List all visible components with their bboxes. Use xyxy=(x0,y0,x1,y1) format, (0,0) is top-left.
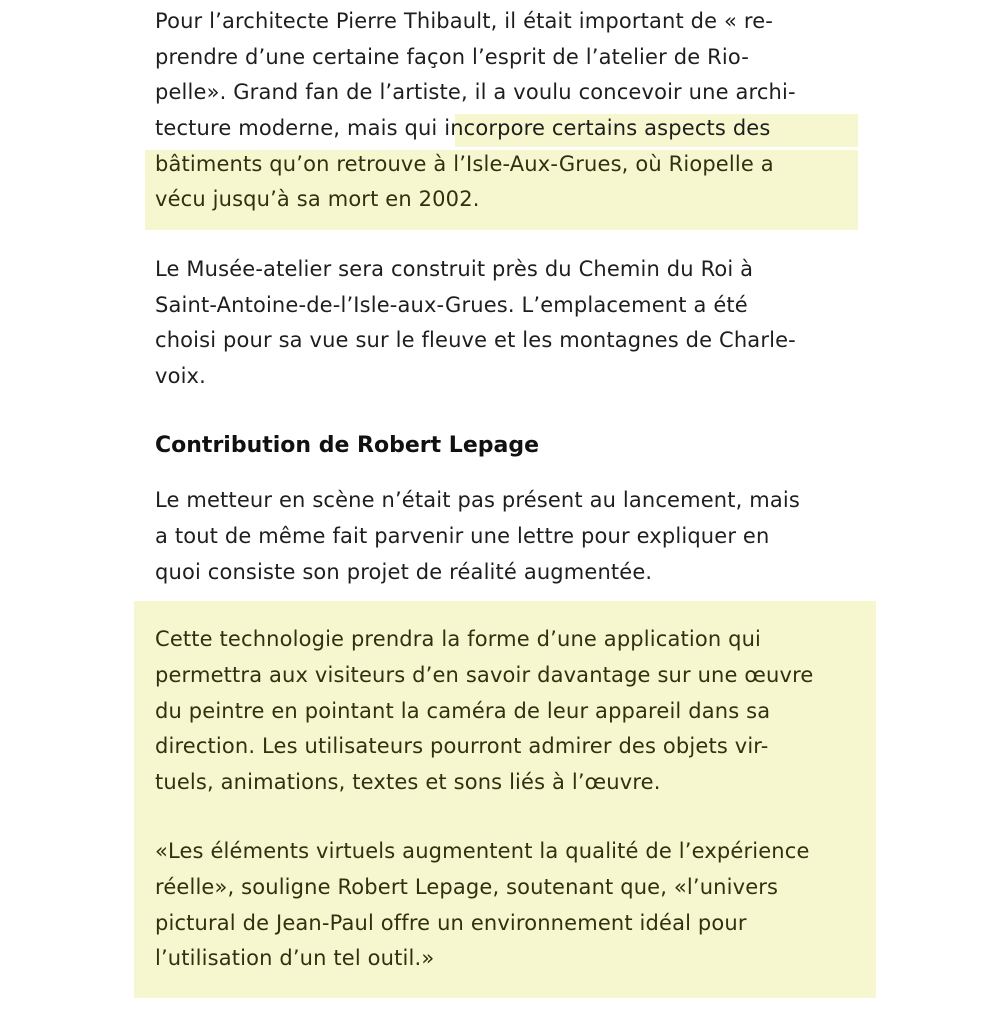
quote-line: réelle», souligne Robert Lepage, soutenant que, «l’univers xyxy=(155,875,779,899)
text-line: Saint-Antoine-de-l’Isle-aux-Grues. L’emplacement a été xyxy=(155,293,748,317)
quote-line: direction. Les utilisateurs pourront admirer des objets vir- xyxy=(155,734,769,758)
text-line-highlighted: bâtiments qu’on retrouve à l’Isle-Aux-Grues, où Riopelle a xyxy=(155,152,774,176)
text-line: Le metteur en scène n’était pas présent au lancement, mais xyxy=(155,488,800,512)
text-line: voix. xyxy=(155,364,206,388)
text-line: Pour l’architecte Pierre Thibault, il était important de « re- xyxy=(155,9,773,33)
quote-line: du peintre en pointant la caméra de leur appareil dans sa xyxy=(155,699,771,723)
quote-line: Cette technologie prendra la forme d’une application qui xyxy=(155,627,762,651)
section-heading: Contribution de Robert Lepage xyxy=(155,433,540,458)
quote-line: l’utilisation d’un tel outil.» xyxy=(155,946,435,970)
quote-line: «Les éléments virtuels augmentent la qualité de l’expérience xyxy=(155,839,810,863)
text-line: a tout de même fait parvenir une lettre pour expliquer en xyxy=(155,524,770,548)
text-line: tecture moderne, mais qui incorpore certains aspects des xyxy=(155,116,771,140)
text-line: prendre d’une certaine façon l’esprit de l’atelier de Rio- xyxy=(155,45,749,69)
text-line-highlighted: vécu jusqu’à sa mort en 2002. xyxy=(155,187,480,211)
text-line: pelle». Grand fan de l’artiste, il a voulu concevoir une archi- xyxy=(155,80,796,104)
text-line: Le Musée-atelier sera construit près du Chemin du Roi à xyxy=(155,257,754,281)
text-line: quoi consiste son projet de réalité augmentée. xyxy=(155,560,653,584)
quote-line: pictural de Jean-Paul offre un environnement idéal pour xyxy=(155,911,747,935)
text-line: choisi pour sa vue sur le fleuve et les montagnes de Charle- xyxy=(155,328,796,352)
quote-line: tuels, animations, textes et sons liés à l’œuvre. xyxy=(155,770,661,794)
quote-line: permettra aux visiteurs d’en savoir davantage sur une œuvre xyxy=(155,663,814,687)
